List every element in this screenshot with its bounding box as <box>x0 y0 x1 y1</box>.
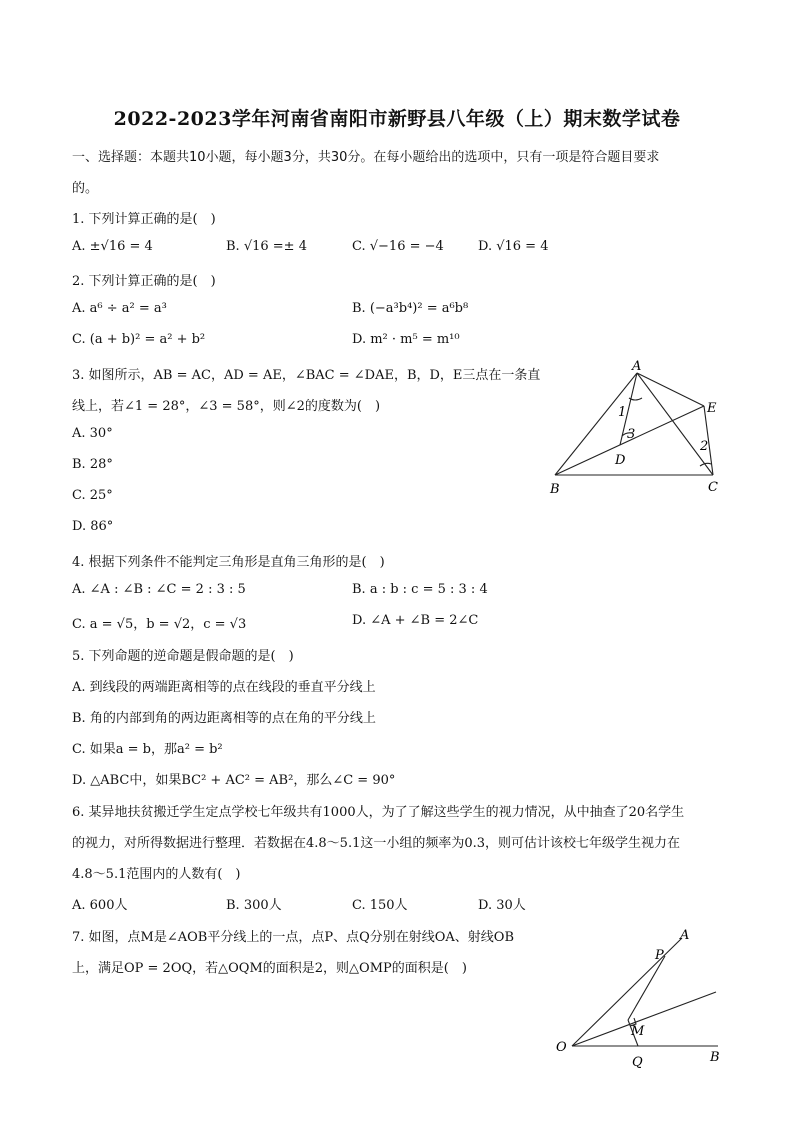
question-5-stem: 5. 下列命题的逆命题是假命题的是( ) <box>72 649 294 664</box>
question-3-figure <box>540 360 740 500</box>
page-title: 2022-2023学年河南省南阳市新野县八年级（上）期末数学试卷 <box>113 108 681 130</box>
question-7-figure <box>550 920 730 1070</box>
question-5-option-c: C. 如果a = b，那a² = b² <box>72 742 223 757</box>
question-1-stem: 1. 下列计算正确的是( ) <box>72 212 216 227</box>
question-2-option-c: C. (a + b)² = a² + b² <box>72 332 206 347</box>
fig3-label-a: A <box>632 360 642 374</box>
question-6-option-a: A. 600人 <box>72 898 128 913</box>
fig3-angle-3: 3 <box>627 427 636 442</box>
question-2-option-a: A. a⁶ ÷ a² = a³ <box>72 301 167 316</box>
section-instruction-line2: 的。 <box>72 181 99 196</box>
question-3-option-a: A. 30° <box>72 426 113 441</box>
question-7-stem-line2: 上，满足OP = 2OQ，若△OQM的面积是2，则△OMP的面积是( ) <box>72 961 467 976</box>
question-3-stem-line2: 线上，若∠1 = 28°，∠3 = 58°，则∠2的度数为( ) <box>72 399 381 414</box>
fig7-label-b: B <box>710 1050 720 1065</box>
question-5-option-b: B. 角的内部到角的两边距离相等的点在角的平分线上 <box>72 711 376 726</box>
question-6-stem-line2: 的视力，对所得数据进行整理．若数据在4.8～5.1这一小组的频率为0.3，则可估计该校七年级学生视力在 <box>72 836 681 851</box>
question-1-option-d: D. √16 = 4 <box>478 239 549 254</box>
question-1-option-c: C. √−16 = −4 <box>352 239 444 254</box>
question-6-option-c: C. 150人 <box>352 898 408 913</box>
question-2-option-b: B. (−a³b⁴)² = a⁶b⁸ <box>352 301 469 316</box>
question-7-stem-line1: 7. 如图，点M是∠AOB平分线上的一点，点P、点Q分别在射线OA、射线OB <box>72 930 515 945</box>
question-1-option-b: B. √16 =± 4 <box>226 239 307 254</box>
fig3-label-b: B <box>550 482 560 497</box>
question-3-option-b: B. 28° <box>72 457 113 472</box>
fig3-label-e: E <box>707 401 717 416</box>
fig3-label-d: D <box>615 453 626 468</box>
question-4-option-a: A. ∠A : ∠B : ∠C = 2 : 3 : 5 <box>72 582 246 597</box>
fig3-angle-2: 2 <box>700 439 709 454</box>
fig7-label-a: A <box>680 928 690 943</box>
fig3-label-c: C <box>708 480 718 495</box>
fig3-angle-1: 1 <box>618 405 627 420</box>
question-6-option-d: D. 30人 <box>478 898 526 913</box>
question-3-option-c: C. 25° <box>72 488 113 503</box>
section-instruction-line1: 一、选择题：本题共10小题，每小题3分，共30分。在每小题给出的选项中，只有一项是符合题目要求 <box>72 150 660 165</box>
question-4-option-d: D. ∠A + ∠B = 2∠C <box>352 613 479 628</box>
fig7-label-q: Q <box>632 1055 643 1070</box>
fig7-label-p: P <box>655 948 664 963</box>
question-6-stem-line1: 6. 某异地扶贫搬迁学生定点学校七年级共有1000人，为了了解这些学生的视力情况，从中抽查了20名学生 <box>72 805 685 820</box>
question-1-option-a: A. ±√16 = 4 <box>72 239 153 254</box>
fig7-label-o: O <box>556 1040 567 1055</box>
question-3-stem-line1: 3. 如图所示，AB = AC，AD = AE，∠BAC = ∠DAE，B，D，E三点在一条直 <box>72 368 541 383</box>
question-6-option-b: B. 300人 <box>226 898 282 913</box>
fig7-label-m: M <box>631 1024 645 1039</box>
question-2-stem: 2. 下列计算正确的是( ) <box>72 274 216 289</box>
question-5-option-a: A. 到线段的两端距离相等的点在线段的垂直平分线上 <box>72 680 376 695</box>
question-3-option-d: D. 86° <box>72 519 114 534</box>
question-2-option-d: D. m² · m⁵ = m¹⁰ <box>352 332 460 347</box>
question-5-option-d: D. △ABC中，如果BC² + AC² = AB²，那么∠C = 90° <box>72 773 396 788</box>
question-4-option-b: B. a : b : c = 5 : 3 : 4 <box>352 582 488 597</box>
question-4-stem: 4. 根据下列条件不能判定三角形是直角三角形的是( ) <box>72 555 385 570</box>
question-6-stem-line3: 4.8～5.1范围内的人数有( ) <box>72 867 241 882</box>
question-4-option-c: C. a = √5，b = √2，c = √3 <box>72 617 247 632</box>
